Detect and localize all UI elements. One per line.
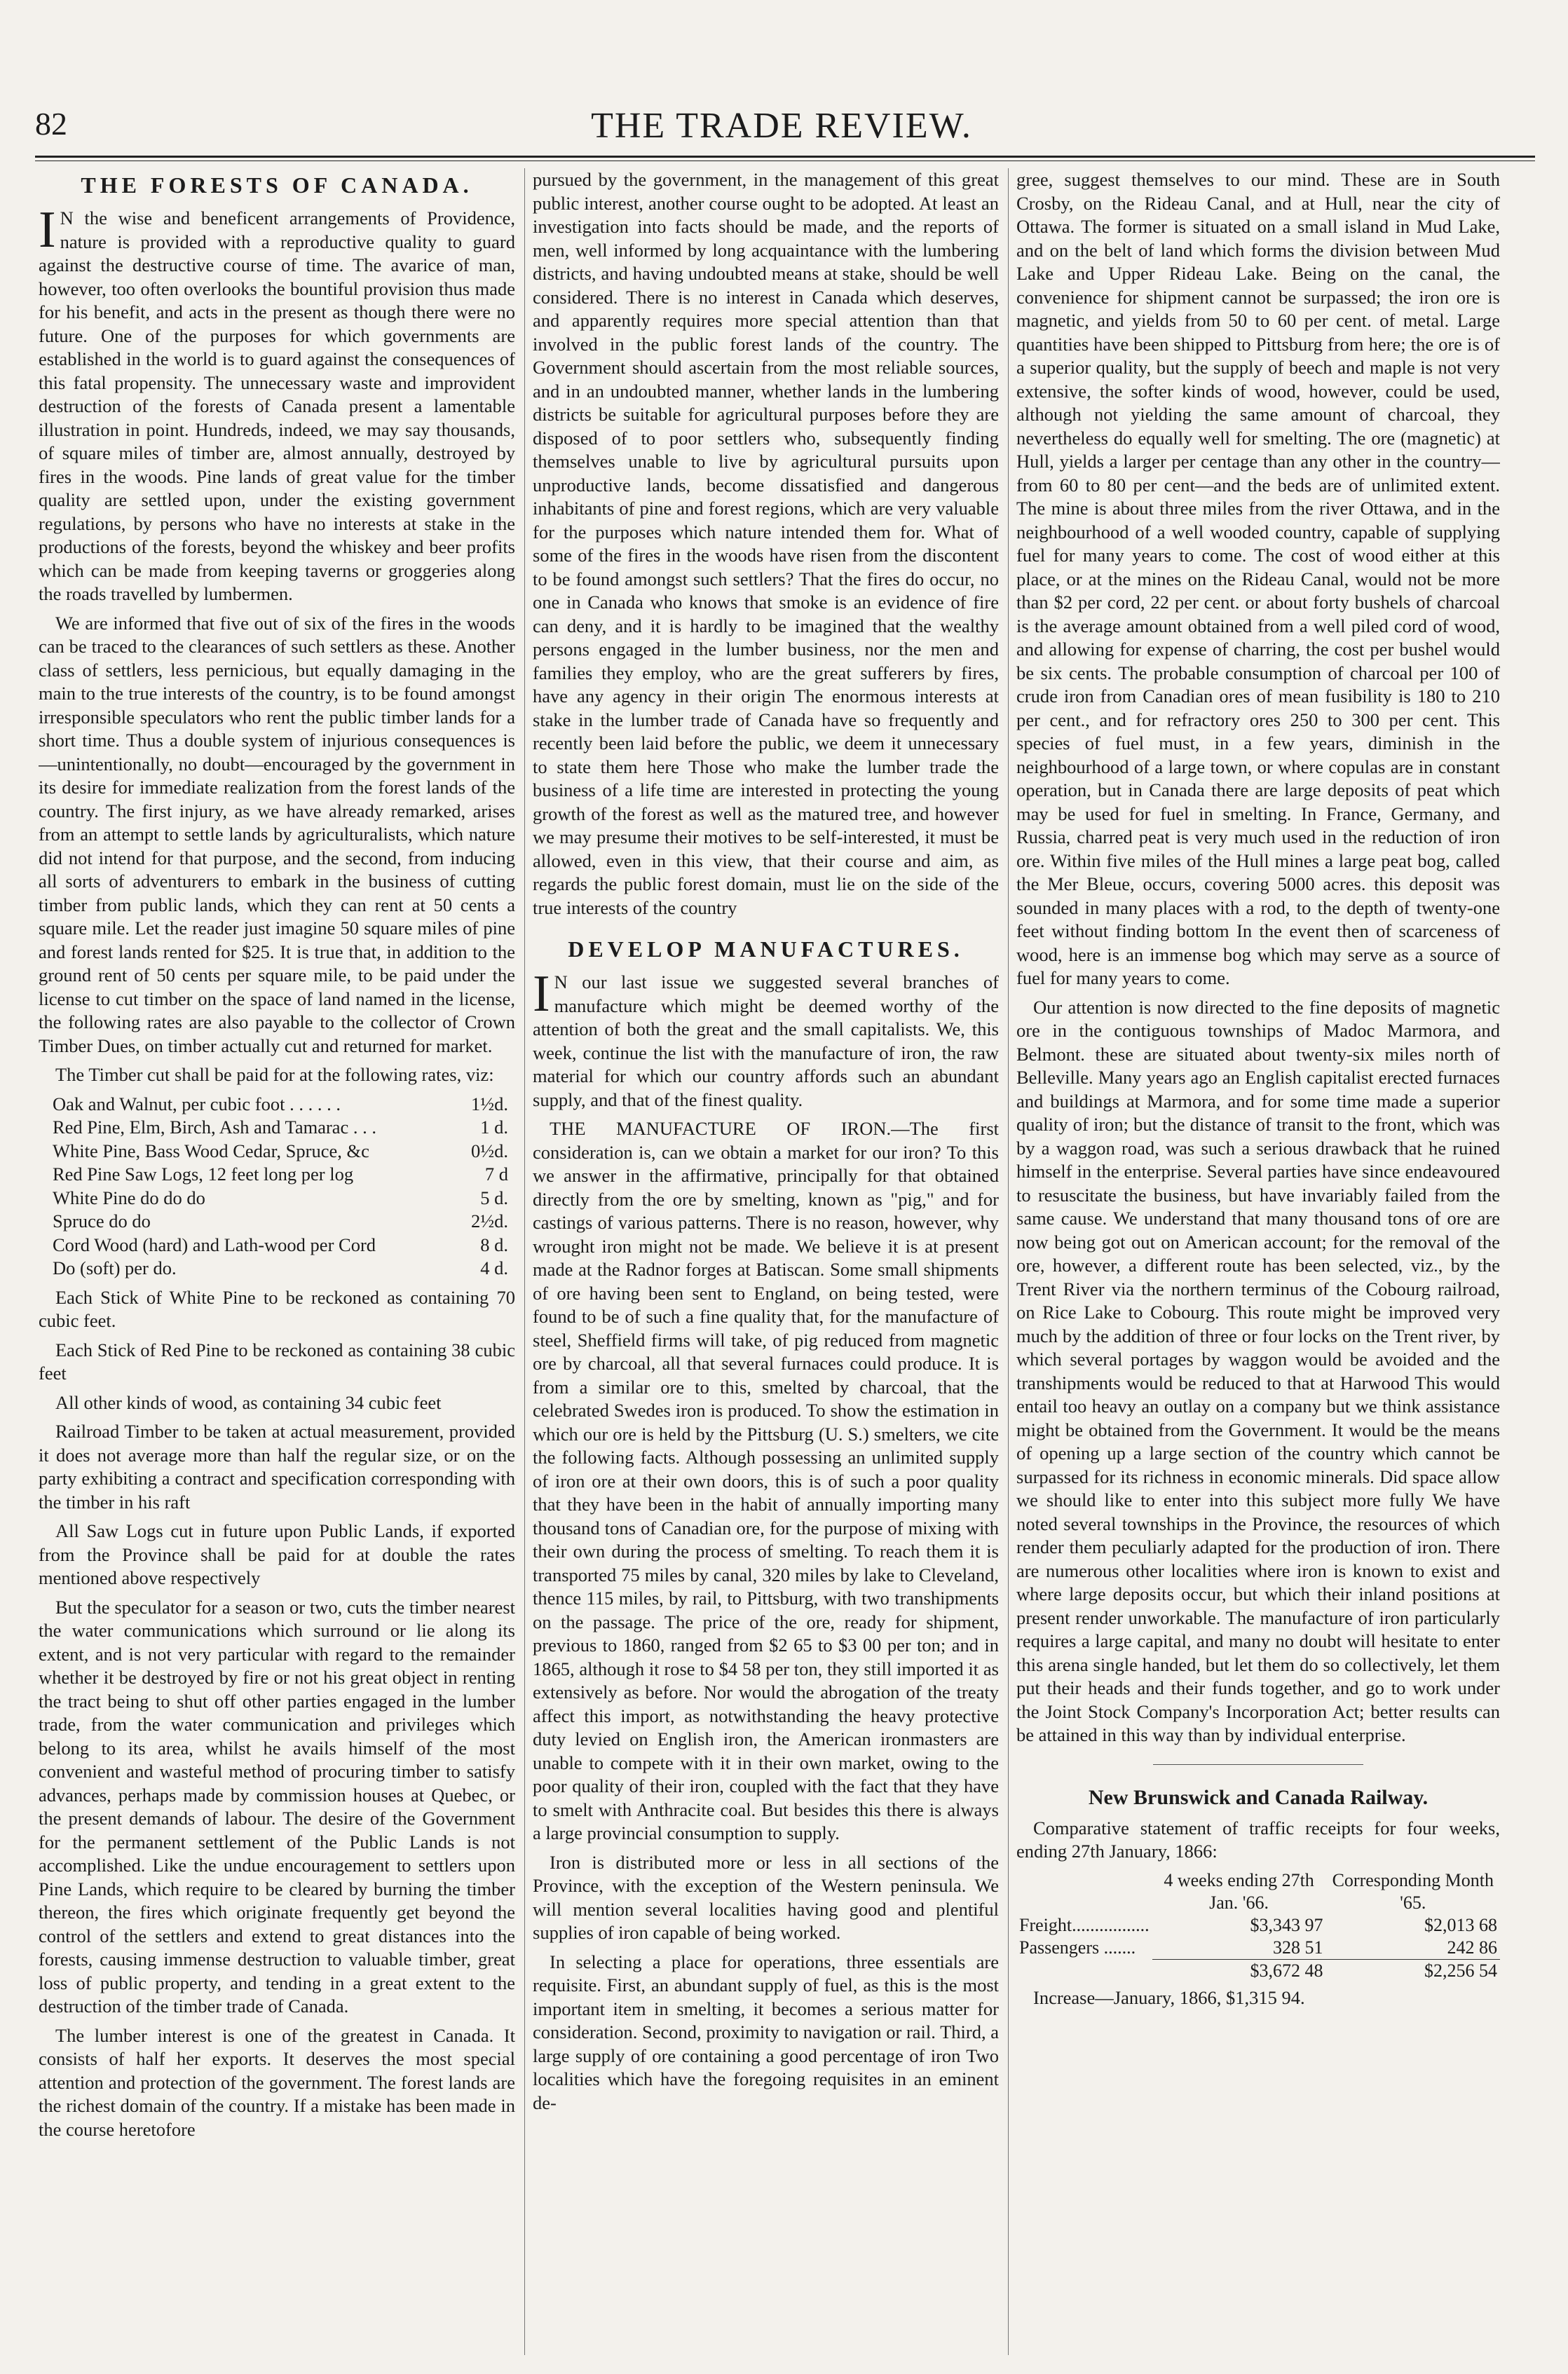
rate-row: Red Pine Saw Logs, 12 feet long per log 7 d [53,1164,508,1185]
column-divider [1008,168,1009,2355]
paragraph: In selecting a place for operations, three essentials are requisite. First, an abundant supply of fuel, as this is the most important item in smelting, it becomes a serious matter for consideration. Second, proximity to navigation or rail. Third, a large supply of ore containing a good percentage of iron Two localities which have the foregoing requisites in an eminent de- [533,1951,999,2113]
paragraph: Increase—January, 1866, $1,315 94. [1033,1986,1305,2008]
paragraph: But the speculator for a season or two, cuts the timber nearest the water communications which surround or lie along its extent, and is not very particular with regard to the remainder whether it be destroyed by fire or not his great object in renting the tract being to shut off other parties engaged in the lumber trade, from the water communication and privileges which belong to its area, whilst he avails himself of the most convenient and wasteful method of procuring timber to satisfy advances, perhaps made by commission houses at Quebec, or the present demands of labour. The desire of the Government for the permanent settlement of the Public Lands is not accomplished. Like the undue encouragement to settlers upon Pine Lands, which require to be cleared by burning the timber thereon, the fires which originate frequently get beyond the control of the settlers and extend to great distances into the forests, causing immense destruction to valuable timber, great loss of public property, and tending in a great extent to the destruction of the timber trade of Canada. [39,1596,515,2017]
paragraph: Iron is distributed more or less in all sections of the Province, with the exception of the Western peninsula. We will mention several localities having good and plentiful supplies of iron capable of being worked. [533,1851,999,1943]
rate-row: Red Pine, Elm, Birch, Ash and Tamarac . . . 1 d. [53,1117,508,1138]
masthead-title: THE TRADE REVIEW. [591,106,972,146]
paragraph: THE MANUFACTURE OF IRON.—The first consideration is, can we obtain a market for our iron? To this we answer in the affirmative, principally for that obtained directly from the ore by smelting, known as "pig," and for castings of various patterns. There is no reason, however, why wrought iron might not be made. We believe it is at present made at the Radnor forges at Batiscan. Some small shipments of ore having been sent to England, on being tested, were found to be of such a fine quality that, for the manufacture of steel, Sheffield firms will take, of pig reduced from magnetic ore by charcoal, all that several furnaces could produce. It is from a similar ore to this, smelted by charcoal, that the celebrated Swedes iron is produced. To show the estimation in which our ore is held by the Pittsburg (U. S.) smelters, we cite the following facts. Although possessing an unlimited supply of iron ore at their own doors, this is of such a poor quality that they have been in the habit of annually importing many thousand tons of Canadian ore, for the purpose of mixing with their own during the process of smelting. To reach them it is transported 75 miles by canal, 320 miles by lake to Cleveland, thence 115 miles, by rail, to Pittsburg, with two transhipments on the passage. The price of the ore, ready for shipment, previous to 1860, ranged from $2 65 to $3 00 per ton; and in 1865, although it rose to $4 58 per ton, they still imported it as extensively as before. Nor would the abrogation of the treaty affect this import, as notwithstanding the heavy protective duty levied on English iron, the American ironmasters are unable to compete with it in their own market, owing to the poor quality of their iron, coupled with the fact that they have to smelt with Anthracite coal. But besides this there is always a large provincial consumption to supply. [533,1118,999,1843]
paragraph: Railroad Timber to be taken at actual measurement, provided it does not average more than half the regular size, or on the party exhibiting a contract and specification corresponding with the timber in his raft [39,1421,515,1513]
rate-row: Spruce do do 2½d. [53,1210,508,1232]
rate-row: Cord Wood (hard) and Lath-wood per Cord 8 d. [53,1234,508,1255]
paragraph: We are informed that five out of six of the fires in the woods can be traced to the clearances of such settlers as these. Another class of settlers, less pernicious, but equally damaging in the main to the true interests of the country, is to be found amongst irresponsible speculators who rent the public timber lands for a short time. Thus a double system of injurious consequences is—unintentionally, no doubt—encouraged by the government in its desire for immediate realization from the forest lands of the country. The first injury, as we have already remarked, arises from an attempt to settle lands by agriculturalists, which nature did not intend for that purpose, and the second, from inducing all sorts of adventurers to embark in the business of cutting timber from public lands, which they can rent at 50 cents a square mile. Let the reader just imagine 50 square miles of pine and forest lands rented for $25. It is true that, in addition to the ground rent of 50 cents per square mile, to be paid under the license to cut timber on the space of land named in the license, the following rates are also payable to the collector of Crown Timber Dues, on timber actually cut and returned for market. [39,612,515,1056]
paragraph: Comparative statement of traffic receipts for four weeks, ending 27th January, 1866: [1016,1817,1500,1862]
paragraph: Each Stick of Red Pine to be reckoned as containing 38 cubic feet [39,1339,515,1384]
table-total-row: $3,672 48 $2,256 54 [1016,1959,1500,1982]
railway-heading: New Brunswick and Canada Railway. [1088,1785,1429,1809]
paragraph: gree, suggest themselves to our mind. These are in South Crosby, on the Rideau Canal, and at Hull, near the city of Ottawa. The former is situated on a small island in Mud Lake, and on the belt of land which forms the division between Mud Lake and Upper Rideau Lake. Being on the canal, the convenience for shipment cannot be surpassed; the iron ore is magnetic, and yields from 50 to 60 per cent. of metal. Large quantities have been shipped to Pittsburg from here; the ore is of a superior quality, but the supply of beech and maple is not very extensive, the softer kinds of wood, however, could be used, although not yielding the same amount of charcoal, they nevertheless do equally well for smelting. The ore (magnetic) at Hull, yields a larger per centage than any other in the country—from 60 to 80 per cent—and the beds are of unlimited extent. The mine is about three miles from the river Ottawa, and in the neighbourhood of a well wooded country, capable of supplying fuel for many years to come. The cost of wood either at this place, or at the mines on the Rideau Canal, would not be more than $2 per cord, 22 per cent. or about forty bushels of charcoal is the average amount obtained from a well piled cord of wood, and allowing for expense of charring, the cost per bushel would be six cents. The probable consumption of charcoal per 100 of crude iron from Canadian ores of mean fusibility is 180 to 210 per cent., and for refractory ores 250 to 300 per cent. This species of fuel must, in a few years, diminish in the neighbourhood of a large town, or where copulas are in constant operation, but in Canada there are large deposits of peat which may be used for fuel in smelting. In France, Germany, and Russia, charred peat is very much used in the reduction of iron ore. Within five miles of the Hull mines a large peat bog, called the Mer Bleue, occurs, covering 5000 acres. this deposit was sounded in many places with a rod, to the depth of twenty-one feet without finding bottom In the event then of scarceness of wood, here is an immense bog which may serve as a source of fuel for many years to come. [1016,169,1500,988]
column-3 [1016,168,1500,2355]
paragraph: pursued by the government, in the management of this great public interest, another course ought to be adopted. At least an investigation into facts should be made, and the reports of men, well informed by long acquaintance with the lumbering districts, and having undoubted means at stake, should be well considered. There is no interest in Canada which deserves, and apparently requires more special attention than that involved in the public forest lands of the country. The Government should ascertain from the most reliable sources, and in an undoubted manner, whether lands in the lumbering districts be suitable for agricultural purposes before they are disposed of to poor settlers who, subsequently finding themselves unable to live by agricultural pursuits upon unproductive lands, become dissatisfied and dangerous inhabitants of pine and forest regions, which are very valuable for the purposes which nature intended them for. What of some of the fires in the woods have risen from the discontent to be found amongst such settlers? That the fires do occur, no one in Canada who knows that smoke is an evidence of fire can deny, and it is hardly to be imagined that the wealthy persons engaged in the lumber business, nor the men and families they employ, who are the great sufferers by fires, have any agency in their origin The enormous interests at stake in the lumber trade of Canada have so frequently and recently been laid before the public, we deem it unnecessary to state them here Those who make the lumber trade the business of a life time are interested in protecting the young growth of the forest as well as the matured tree, and however we may presume their motives to be self-interested, it must be allowed, even in this view, that their course and aim, as regards the public forest domain, must lie on the side of the true interests of the country [533,169,999,918]
header-rule [35,156,1535,158]
section-divider [1153,1764,1363,1765]
paragraph: I N the wise and beneficent arrangements of Providence, nature is provided with a reproductive quality to guard against the destructive course of time. The avarice of man, however, too often overlooks the bountiful provision thus made for his benefit, and acts in the present as though there were no future. One of the purposes for which governments are established in the world is to guard against the consequences of this fatal propensity. The unnecessary waste and improvident destruction of the forests of Canada present a lamentable illustration in point. Hundreds, indeed, we may say thousands, of square miles of timber are, almost annually, destroyed by fires in the woods. Pine lands of great value for the timber quality are settled upon, under the existing government regulations, by persons who have no interests at stake in the productions of the forests, beyond the whiskey and beer profits which can be made from keeping taverns or groggeries along the roads travelled by lumbermen. [39,201,515,604]
page-number: 82 [35,106,67,142]
article-heading-manufactures: DEVELOP MANUFACTURES. [568,936,964,962]
rate-row: White Pine do do do 5 d. [53,1187,508,1208]
table-header: Corresponding Month '65. [1332,1869,1494,1913]
table-row: Passengers ....... 328 51 242 86 [1019,1937,1497,1958]
column-2 [533,168,999,2355]
traffic-table [1016,1869,1500,1982]
table-header-row [1016,1869,1500,1914]
column-1 [39,168,515,2355]
paragraph: The Timber cut shall be paid for at the following rates, viz: [55,1064,494,1085]
article-heading-forests: THE FORESTS OF CANADA. [81,172,473,198]
rate-row: White Pine, Bass Wood Cedar, Spruce, &c 0½d. [53,1140,508,1161]
drop-cap: I [39,201,56,259]
paragraph: I N our last issue we suggested several branches of manufacture which might be deemed worthy of the attention of both the great and the small capitalists. We, this week, continue the list with the manufacture of iron, the raw material for which our country affords such an abundant supply, and that of the finest quality. [533,965,999,1110]
timber-rates-list [53,1093,515,1281]
rate-row: Oak and Walnut, per cubic foot . . . . . . 1½d. [53,1093,508,1114]
paragraph: Each Stick of White Pine to be reckoned as containing 70 cubic feet. [39,1286,515,1331]
table-row: Freight................. $3,343 97 $2,013 68 [1019,1914,1497,1935]
paragraph: The lumber interest is one of the greatest in Canada. It consists of half her exports. It deserves the most special attention and protection of the government. The forest lands are the richest domain of the country. If a mistake has been made in the course heretofore [39,2024,515,2140]
paragraph: All other kinds of wood, as containing 34 cubic feet [55,1391,442,1413]
column-divider [524,168,525,2355]
rate-row: Do (soft) per do. 4 d. [53,1257,508,1278]
paragraph: Our attention is now directed to the fine deposits of magnetic ore in the contiguous townships of Madoc Marmora, and Belmont. these are situated about twenty-six miles north of Belleville. Many years ago an English capitalist erected furnaces and buildings at Marmora, and for some time made a superior quality of iron; but the distance of transit to the front, which was by a waggon road, was such a serious drawback that he ruined himself in the enterprise. Several parties have since endeavoured to resuscitate the business, but have invariably failed from the same cause. We understand that many thousand tons of ore are now being got out on American account; for the removal of the ore, however, a different route has been selected, viz., by the Trent River via the northern terminus of the Cobourg railroad, on Rice Lake to Cobourg. This route might be improved very much by the addition of three or four locks on the Trent river, by which several portages by waggon would be avoided and the transhipments would be reduced to that at Harwood This would entail too heavy an outlay on a company but we think assistance might be obtained from the Government. It would be the means of opening up a large section of the country which cannot be surpassed for its richness in economic minerals. Did space allow we should like to enter into this subject more fully We have noted several townships in the Province, the resources of which render them peculiarly adapted for the production of iron. There are numerous other localities where iron is known to exist and where large deposits occur, but which their inland positions at present render unworkable. The manufacture of iron particularly requires a large capital, and many no doubt will hesitate to enter this arena single handed, but let them do so collectively, let them put their heads and their funds together, and go to work under the Joint Stock Company's Incorporation Act; better results can be attained in this way than by individual enterprise. [1016,996,1500,1745]
drop-cap: I [533,965,550,1023]
paragraph: All Saw Logs cut in future upon Public Lands, if exported from the Province shall be paid for at double the rates mentioned above respectively [39,1520,515,1588]
page-header [35,105,1528,154]
table-header: 4 weeks ending 27th Jan. '66. [1164,1869,1314,1913]
